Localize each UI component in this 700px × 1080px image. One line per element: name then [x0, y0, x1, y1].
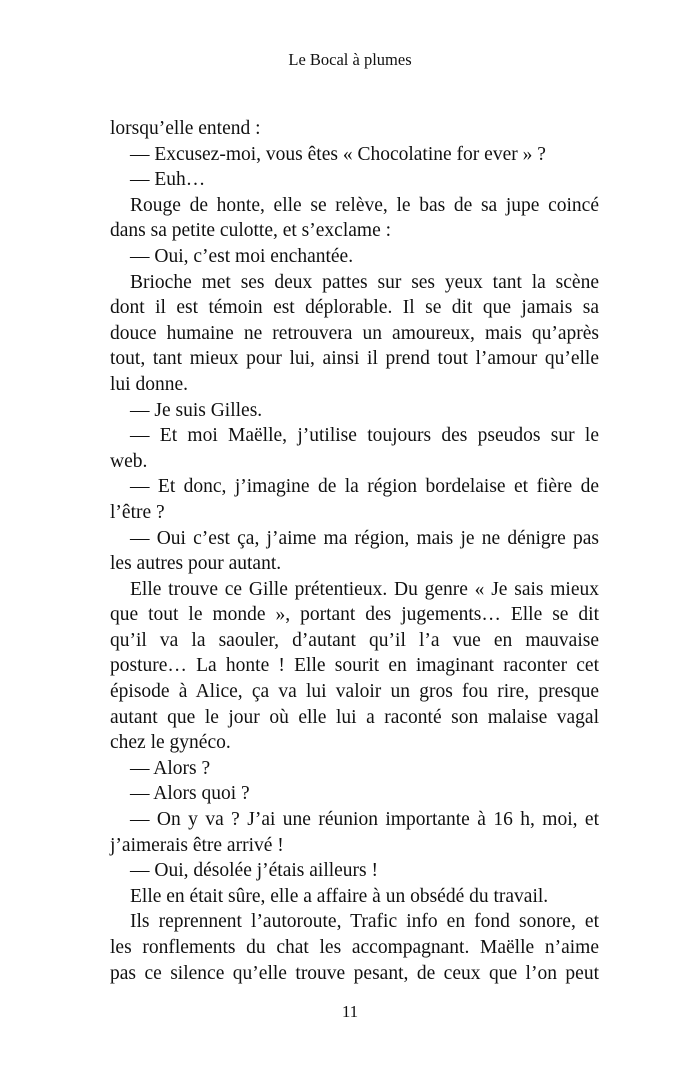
text-line: j’aimerais être arrivé ! [110, 834, 284, 856]
text-line: qu’il va la saouler, d’autant qu’il l’a vue en mauvaise [110, 629, 599, 651]
text-line: — Je suis Gilles. [130, 399, 263, 421]
text-line: Rouge de honte, elle se relève, le bas de sa jupe coincé [130, 194, 599, 216]
text-line: — Oui, c’est moi enchantée. [130, 245, 354, 267]
text-line: Ils reprennent l’autoroute, Trafic info en fond sonore, et [130, 911, 599, 933]
text-line: les autres pour autant. [110, 553, 282, 575]
text-line: — Alors ? [130, 757, 211, 779]
text-line: — Et donc, j’imagine de la région bordelaise et fière de [130, 476, 599, 498]
text-line: posture… La honte ! Elle sourit en imaginant raconter cet [110, 655, 599, 677]
text-line: — Euh… [130, 169, 206, 191]
text-line: douce humaine ne retrouvera un amoureux, mais qu’après [110, 322, 599, 344]
text-line: pas ce silence qu’elle trouve pesant, de ceux que l’on peut [110, 962, 599, 984]
text-line: Brioche met ses deux pattes sur ses yeux tant la scène [130, 271, 599, 293]
body-text [110, 116, 599, 986]
text-line: chez le gynéco. [110, 732, 231, 754]
running-header: Le Bocal à plumes [288, 50, 412, 69]
text-line: autant que le jour où elle lui a raconté son malaise vagal [110, 706, 599, 728]
text-line: — Excusez-moi, vous êtes « Chocolatine for ever » ? [130, 143, 546, 165]
text-line: Elle en était sûre, elle a affaire à un obsédé du travail. [130, 885, 549, 907]
text-line: l’être ? [110, 501, 165, 523]
text-line: les ronflements du chat les accompagnant. Maëlle n’aime [110, 937, 599, 958]
text-line: lorsqu’elle entend : [110, 118, 261, 139]
text-line: épisode à Alice, ça va lui valoir un gros fou rire, presque [110, 681, 599, 703]
text-line: lui donne. [110, 373, 188, 395]
text-line: — Oui c’est ça, j’aime ma région, mais je ne dénigre pas [130, 527, 599, 549]
text-line: — Et moi Maëlle, j’utilise toujours des pseudos sur le [130, 425, 599, 447]
page-number: 11 [341, 1002, 359, 1021]
text-line: — Oui, désolée j’étais ailleurs ! [130, 860, 379, 882]
text-line: web. [110, 450, 148, 472]
text-line: dont il est témoin est déplorable. Il se dit que jamais sa [110, 297, 599, 319]
text-line: Elle trouve ce Gille prétentieux. Du genre « Je sais mieux [130, 578, 599, 600]
text-line: tout, tant mieux pour lui, ainsi il prend tout l’amour qu’elle [110, 348, 599, 370]
text-line: que tout le monde », portant des jugements… Elle se dit [110, 604, 599, 626]
text-line: — Alors quoi ? [130, 783, 250, 805]
text-line: — On y va ? J’ai une réunion importante à 16 h, moi, et [130, 809, 599, 831]
text-line: dans sa petite culotte, et s’exclame : [110, 220, 392, 242]
